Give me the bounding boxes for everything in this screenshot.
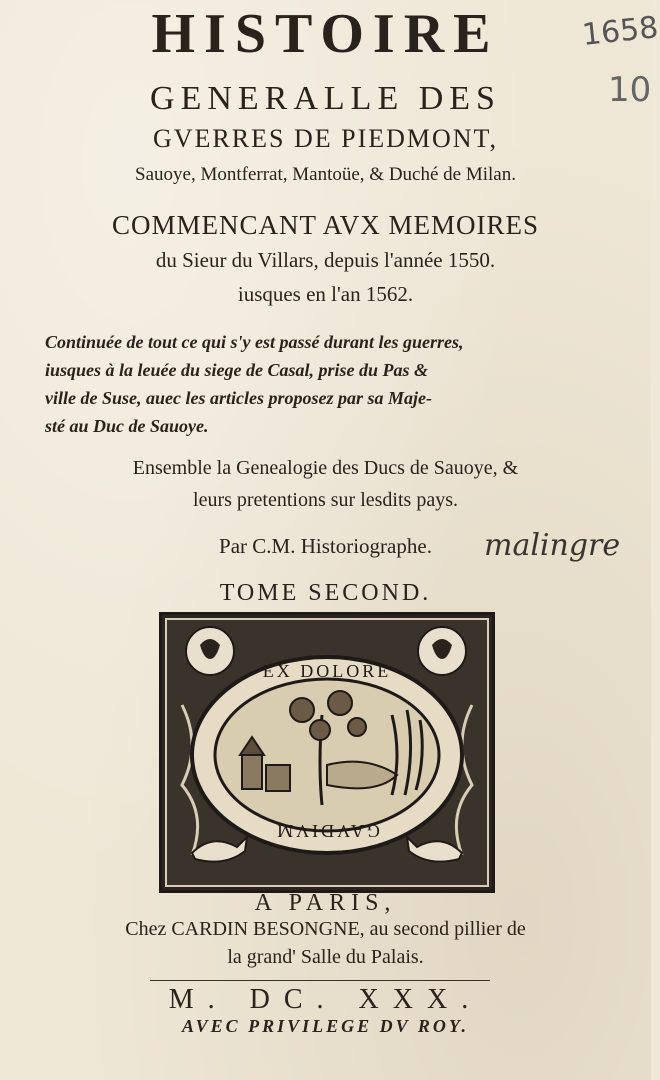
imprint-privilege: AVEC PRIVILEGE DV ROY. [181,1016,470,1036]
genealogy-line: Ensemble la Genealogie des Ducs de Sauoye, & [132,457,519,479]
continuation-paragraph [45,328,605,440]
motto-top: EX DOLORE [262,661,392,681]
title-line-1: HISTOIRE [151,3,500,65]
divider-rule [150,980,490,981]
building-icon [242,755,262,789]
imprint-publisher-line: Chez CARDIN BESONGNE, au second pillier de [125,918,526,940]
handwritten-annotation: malingre [484,528,621,563]
emblem-woodcut [162,615,492,890]
author: Par C.M. Historiographe. [219,534,432,558]
continuation-line: sté au Duc de Sauoye. [45,416,209,436]
subtitle-line-2: du Sieur du Villars, depuis l'année 1550. [155,248,496,272]
motto-bottom: GAVDIVM [274,821,380,841]
subtitle-line-3: iusques en l'an 1562. [237,282,414,306]
continuation-line: ville de Suse, auec les articles proposez par sa Maje- [45,388,432,408]
tome-label: TOME SECOND. [219,580,432,606]
margin-note-number: 10 [608,70,652,110]
title-line-3: GVERRES DE PIEDMONT, [152,124,499,153]
imprint-year: M. DC. XXX. [168,984,483,1015]
title-line-4: Sauoye, Montferrat, Mantoüe, & Duché de Milan. [135,164,516,185]
subtitle-line-1: COMMENCANT AVX MEMOIRES [111,210,540,240]
imprint-address-line: la grand' Salle du Palais. [227,946,424,968]
continuation-line: Continuée de tout ce qui s'y est passé durant les guerres, [45,332,464,352]
title-line-2: GENERALLE DES [150,80,501,117]
margin-note-year: 1658 [580,10,660,53]
printer-emblem [159,612,495,893]
genealogy-line: leurs pretentions sur lesdits pays. [193,489,458,511]
imprint-city: A PARIS, [254,890,397,916]
genealogy-paragraph [0,452,651,516]
continuation-line: iusques à la leuée du siege de Casal, prise du Pas & [45,360,429,380]
